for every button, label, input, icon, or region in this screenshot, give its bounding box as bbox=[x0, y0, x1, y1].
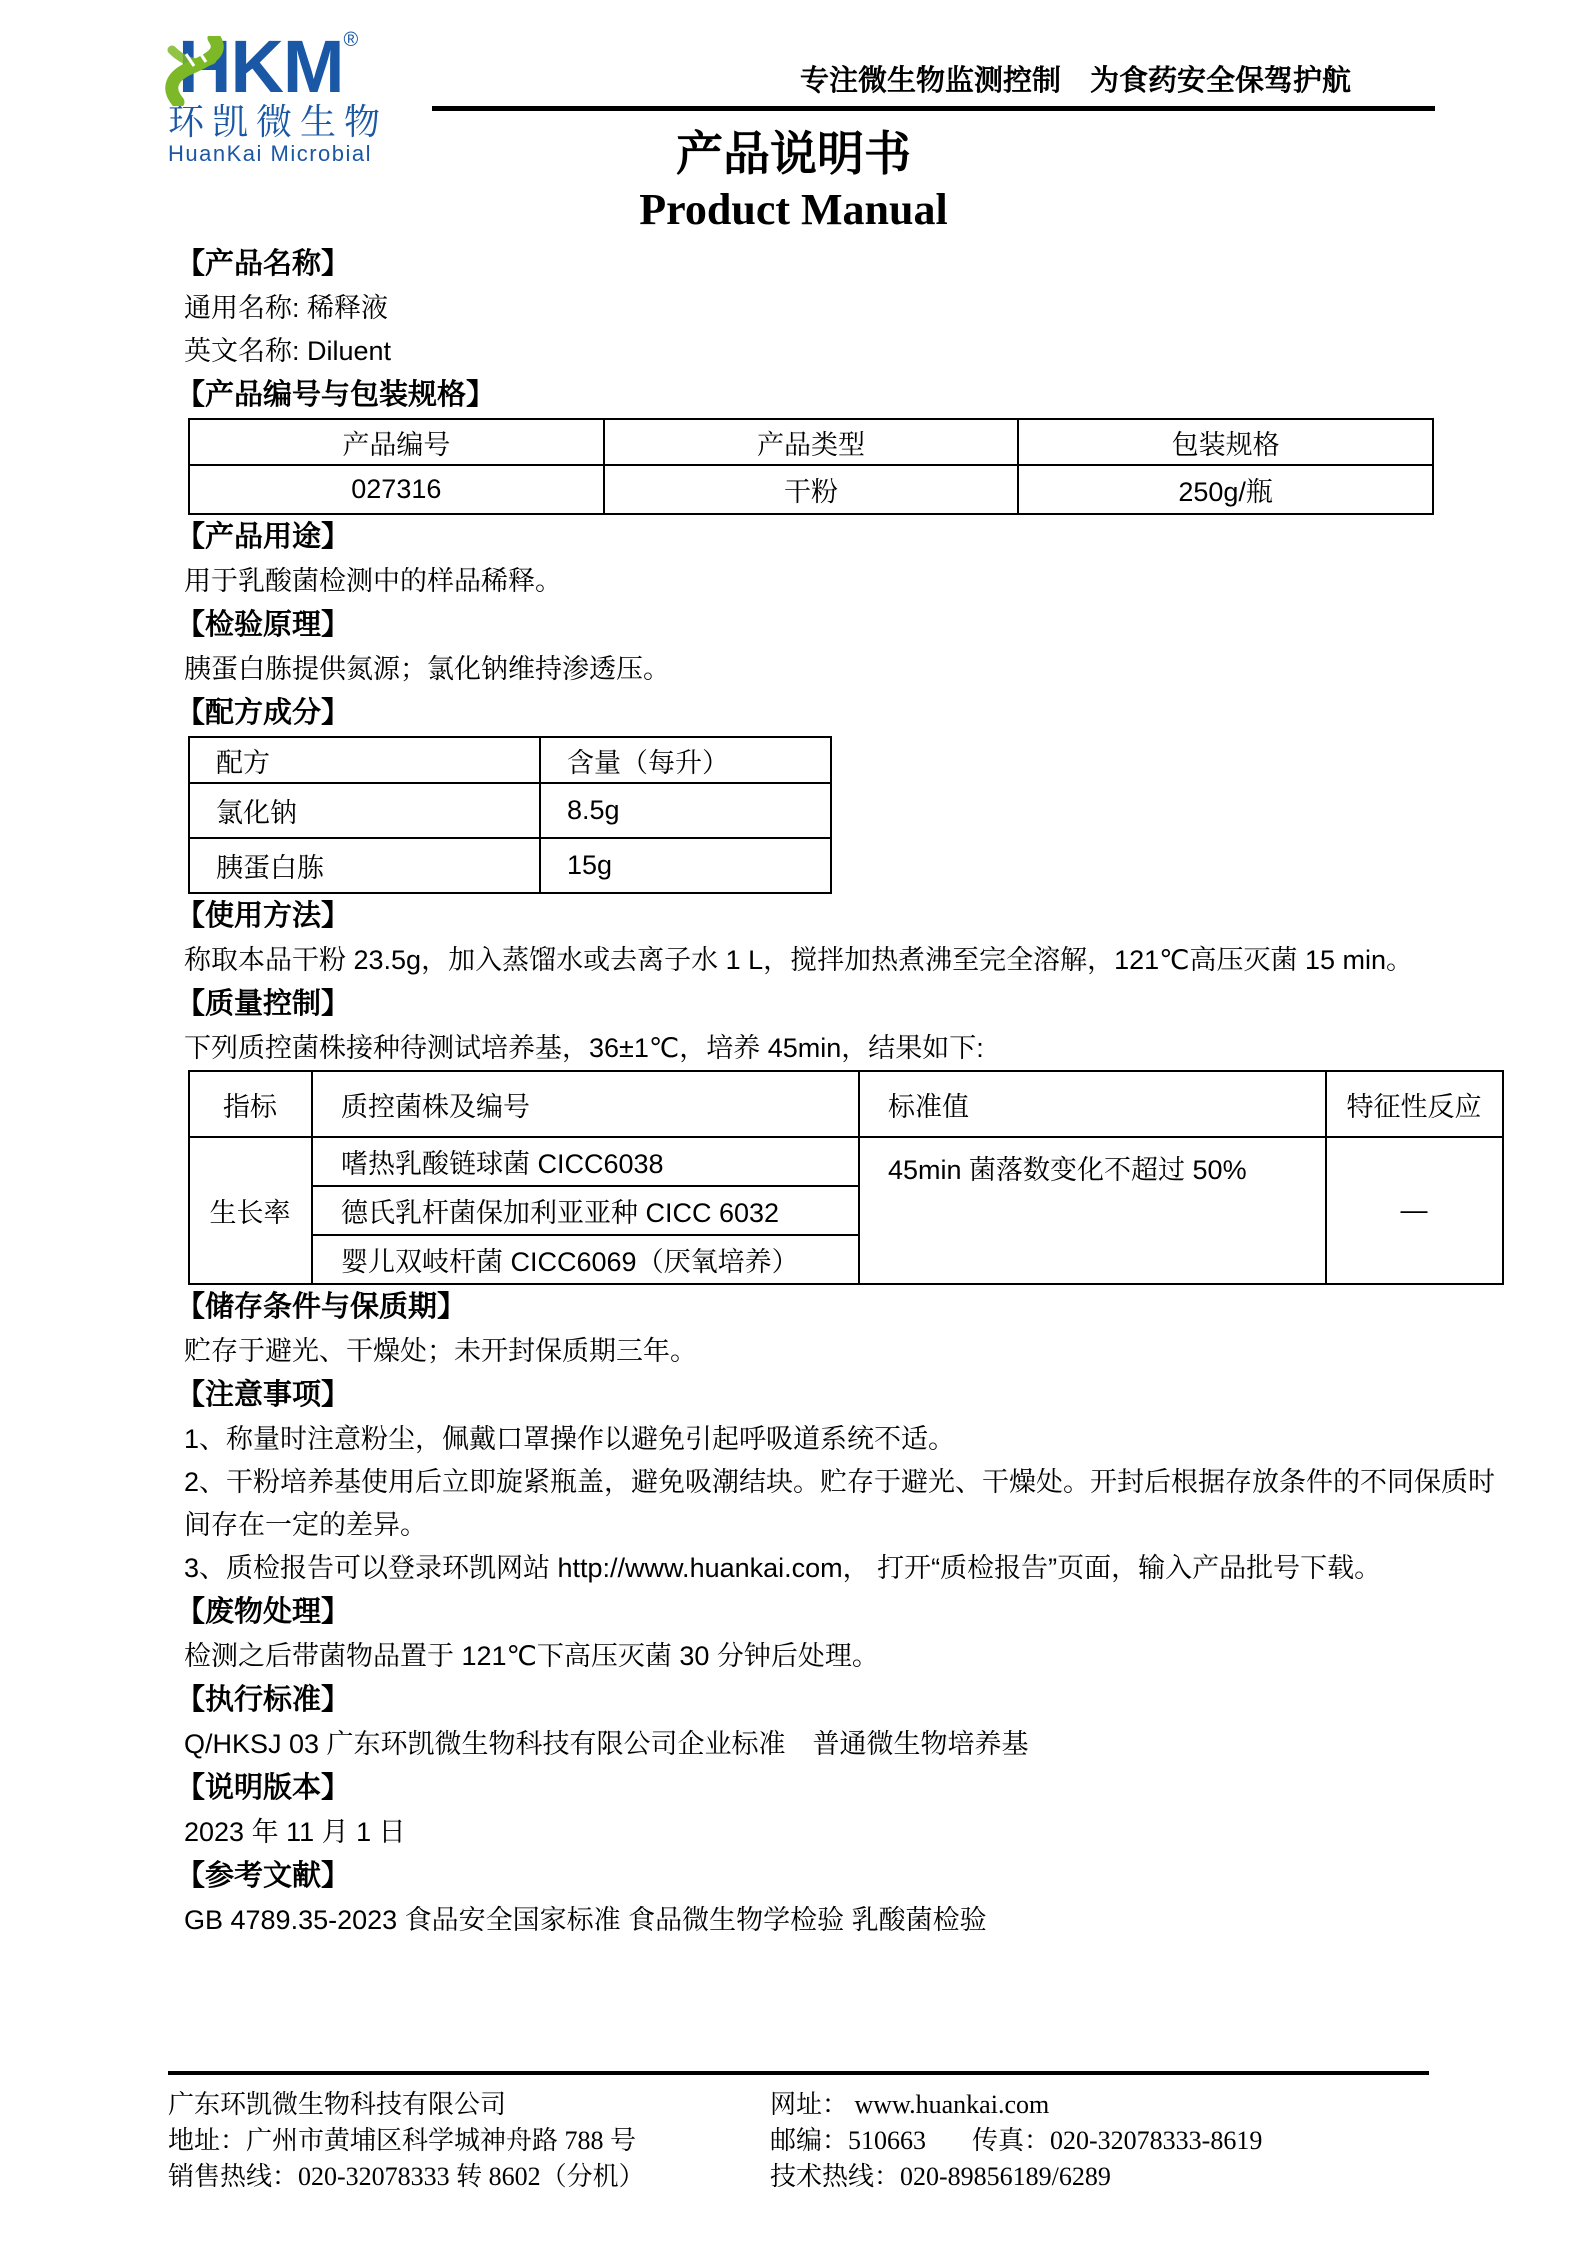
qc-row-strain-1 bbox=[189, 1137, 1503, 1186]
precaution-item-3: 3、质检报告可以登录环凯网站 http://www.huankai.com， 打开“质检报告”页面，输入产品批号下载。 bbox=[184, 1553, 1382, 1583]
qc-characteristic-reaction: — bbox=[1326, 1137, 1503, 1284]
section-heading-waste: 【废物处理】 bbox=[176, 1596, 351, 1628]
formula-header-amount: 含量（每升） bbox=[540, 737, 831, 783]
qc-strain: 嗜热乳酸链球菌 CICC6038 bbox=[312, 1137, 859, 1186]
precaution-item-1: 1、称量时注意粉尘，佩戴口罩操作以避免引起呼吸道系统不适。 bbox=[184, 1424, 956, 1454]
section-heading-directions: 【使用方法】 bbox=[176, 900, 351, 932]
version-text: 2023 年 11 月 1 日 bbox=[184, 1817, 406, 1847]
english-name-line: 英文名称: Diluent bbox=[184, 336, 392, 366]
company-logo bbox=[168, 25, 389, 166]
section-heading-precautions: 【注意事项】 bbox=[176, 1379, 351, 1411]
section-heading-references: 【参考文献】 bbox=[176, 1860, 351, 1892]
section-heading-product-name: 【产品名称】 bbox=[176, 248, 351, 280]
formula-amount: 15g bbox=[540, 838, 831, 893]
logo-company-name-en: HuanKai Microbial bbox=[168, 141, 373, 166]
catalog-table bbox=[188, 418, 1434, 515]
section-heading-version: 【说明版本】 bbox=[176, 1772, 351, 1804]
page-footer bbox=[168, 2071, 1429, 2195]
formula-amount: 8.5g bbox=[540, 783, 831, 838]
page-title: 产品说明书 bbox=[676, 127, 911, 180]
formula-ingredient: 胰蛋白胨 bbox=[189, 838, 540, 893]
catalog-package-spec: 250g/瓶 bbox=[1018, 465, 1433, 514]
registered-trademark-icon: ® bbox=[343, 29, 359, 51]
formula-row-tryptone bbox=[189, 838, 831, 893]
section-heading-quality-control: 【质量控制】 bbox=[176, 988, 351, 1020]
page-subtitle: Product Manual bbox=[639, 185, 948, 234]
catalog-header-package-spec: 包装规格 bbox=[1018, 419, 1433, 465]
footer-postcode: 邮编：510663 bbox=[770, 2126, 927, 2155]
footer-website: 网址： www.huankai.com bbox=[770, 2090, 1050, 2119]
section-heading-standard: 【执行标准】 bbox=[176, 1684, 351, 1716]
qc-header-row bbox=[189, 1071, 1503, 1137]
footer-address: 地址：广州市黄埔区科学城神舟路 788 号 bbox=[168, 2126, 637, 2155]
common-name-line: 通用名称: 稀释液 bbox=[184, 293, 389, 323]
formula-row-nacl bbox=[189, 783, 831, 838]
references-text: GB 4789.35-2023 食品安全国家标准 食品微生物学检验 乳酸菌检验 bbox=[184, 1905, 987, 1935]
footer-company: 广东环凯微生物科技有限公司 bbox=[168, 2090, 507, 2119]
footer-sales-hotline: 销售热线：020-32078333 转 8602（分机） bbox=[168, 2162, 645, 2191]
precaution-item-2: 2、干粉培养基使用后立即旋紧瓶盖，避免吸潮结块。贮存于避光、干燥处。开封后根据存放条件的不同保质时间存在一定的差异。 bbox=[184, 1467, 1496, 1540]
qc-strain: 德氏乳杆菌保加利亚亚种 CICC 6032 bbox=[312, 1186, 859, 1235]
section-heading-storage: 【储存条件与保质期】 bbox=[176, 1291, 467, 1323]
qc-standard-value: 45min 菌落数变化不超过 50% bbox=[859, 1137, 1326, 1284]
footer-fax: 传真：020-32078333-8619 bbox=[972, 2126, 1263, 2155]
qc-header-standard: 标准值 bbox=[859, 1071, 1326, 1137]
footer-tech-hotline: 技术热线：020-89856189/6289 bbox=[770, 2162, 1111, 2191]
qc-header-indicator: 指标 bbox=[189, 1071, 312, 1137]
formula-ingredient: 氯化钠 bbox=[189, 783, 540, 838]
qc-header-reaction: 特征性反应 bbox=[1326, 1071, 1503, 1137]
purpose-text: 用于乳酸菌检测中的样品稀释。 bbox=[184, 566, 562, 596]
section-heading-principle: 【检验原理】 bbox=[176, 609, 351, 641]
catalog-header-product-no: 产品编号 bbox=[189, 419, 604, 465]
quality-control-table bbox=[188, 1070, 1504, 1285]
footer-postcode-fax bbox=[770, 2123, 1429, 2159]
logo-acronym-text: HKM bbox=[178, 25, 344, 108]
formula-header-row bbox=[189, 737, 831, 783]
qc-indicator-growth-rate: 生长率 bbox=[189, 1137, 312, 1284]
qc-strain: 婴儿双岐杆菌 CICC6069（厌氧培养） bbox=[312, 1235, 859, 1284]
formula-header-ingredient: 配方 bbox=[189, 737, 540, 783]
catalog-header-product-type: 产品类型 bbox=[604, 419, 1019, 465]
header-divider bbox=[432, 106, 1435, 111]
section-heading-catalog: 【产品编号与包装规格】 bbox=[176, 379, 496, 411]
company-slogan: 专注微生物监测控制 为食药安全保驾护航 bbox=[799, 65, 1351, 97]
dna-helix-icon bbox=[164, 36, 238, 106]
waste-text: 检测之后带菌物品置于 121℃下高压灭菌 30 分钟后处理。 bbox=[184, 1641, 879, 1671]
section-heading-purpose: 【产品用途】 bbox=[176, 521, 351, 553]
document-body bbox=[0, 238, 1587, 1942]
catalog-product-type: 干粉 bbox=[604, 465, 1019, 514]
catalog-header-row bbox=[189, 419, 1433, 465]
catalog-data-row bbox=[189, 465, 1433, 514]
formula-table bbox=[188, 736, 832, 894]
standard-text: Q/HKSJ 03 广东环凯微生物科技有限公司企业标准 普通微生物培养基 bbox=[184, 1729, 1029, 1759]
principle-text: 胰蛋白胨提供氮源；氯化钠维持渗透压。 bbox=[184, 654, 670, 684]
qc-header-strain: 质控菌株及编号 bbox=[312, 1071, 859, 1137]
catalog-product-no: 027316 bbox=[189, 465, 604, 514]
storage-text: 贮存于避光、干燥处；未开封保质期三年。 bbox=[184, 1336, 697, 1366]
directions-text: 称取本品干粉 23.5g，加入蒸馏水或去离子水 1 L，搅拌加热煮沸至完全溶解，121℃高压灭菌 15 min。 bbox=[184, 945, 1414, 975]
logo-company-name-cn: 环凯微生物 bbox=[168, 101, 389, 142]
quality-control-intro: 下列质控菌株接种待测试培养基，36±1℃，培养 45min，结果如下: bbox=[184, 1033, 984, 1063]
section-heading-formula: 【配方成分】 bbox=[176, 697, 351, 729]
